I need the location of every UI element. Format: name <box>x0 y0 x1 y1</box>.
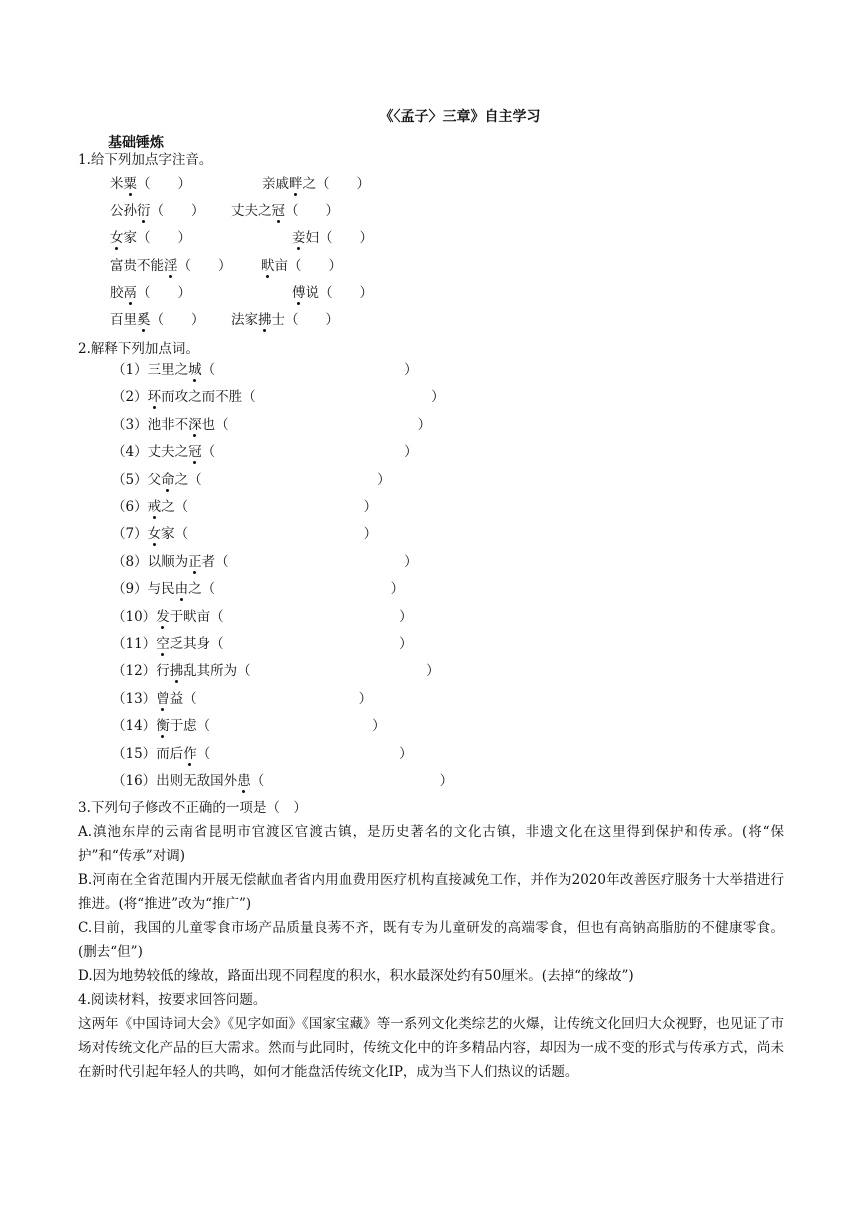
q3-option-d: D.因为地势较低的缘故，路面出现不同程度的积水，积水最深处约有50厘米。(去掉“的缘故”) <box>78 968 634 984</box>
q2-item <box>112 607 413 627</box>
q2-item-dotted-word: 曾 <box>156 691 170 707</box>
q2-item-number: （5） <box>112 472 148 488</box>
q2-item <box>112 470 391 490</box>
q2-item-dotted-word: 衡 <box>156 718 170 734</box>
q2-item-dotted-word: 深 <box>188 417 202 433</box>
q2-item-number: （8） <box>112 554 148 570</box>
q2-item-dotted-word: 正 <box>188 554 202 570</box>
page-title: 《〈孟子〉三章》自主学习 <box>379 109 541 125</box>
q2-item <box>112 552 418 572</box>
q2-item-number: （12） <box>112 663 157 679</box>
q2-item-answer-blank: （ ） <box>201 444 418 460</box>
q2-item-text: 与民 <box>147 581 175 597</box>
section-heading: 基础锤炼 <box>108 135 164 151</box>
q1-item: 胶鬲（ ） <box>110 285 191 301</box>
q2-item-dotted-word: 由 <box>174 581 189 597</box>
q2-item-number: （2） <box>112 389 148 405</box>
q2-item-dotted-word: 空 <box>156 636 170 652</box>
q1-item: 米粟（ ） <box>110 176 191 192</box>
q2-item <box>112 524 377 544</box>
q2-item <box>112 634 413 654</box>
q2-item-number: （3） <box>112 417 148 433</box>
q2-item-dotted-word: 作 <box>183 746 197 762</box>
q2-item-number: （14） <box>112 718 157 734</box>
q2-item-number: （1） <box>112 362 148 378</box>
q1-item: 女家（ ） <box>110 230 191 246</box>
q3-stem: 3.下列句子修改不正确的一项是（ ） <box>78 800 307 816</box>
q2-item <box>112 771 453 791</box>
q1-item: 法家拂士（ ） <box>231 312 339 328</box>
q2-item-dotted-word: 环 <box>147 389 162 405</box>
q4-stem: 4.阅读材料，按要求回答问题。 <box>78 992 267 1008</box>
q2-item-answer-blank: 家（ ） <box>161 526 378 542</box>
q2-item-answer-blank: 于畎亩（ ） <box>169 609 413 625</box>
q2-item-dotted-word: 城 <box>188 362 202 378</box>
q2-item-answer-blank: （ ） <box>201 362 418 378</box>
q2-item-number: （4） <box>112 444 148 460</box>
q2-item-answer-blank: 也（ ） <box>201 417 432 433</box>
q2-item-text: 丈夫之 <box>147 444 189 460</box>
q2-item-number: （7） <box>112 526 148 542</box>
q2-item-answer-blank: 乏其身（ ） <box>169 636 413 652</box>
q2-item-answer-blank: 之（ ） <box>188 581 405 597</box>
q2-item-answer-blank: 之（ ） <box>161 499 378 515</box>
q2-item-dotted-word: 拂 <box>169 663 184 679</box>
q1-item: 傅说（ ） <box>292 285 373 301</box>
q2-item-text: 而后 <box>156 746 184 762</box>
q2-item-answer-blank: 而攻之而不胜（ ） <box>161 389 445 405</box>
q1-item: 妾妇（ ） <box>292 230 373 246</box>
q2-item-answer-blank: 于虑（ ） <box>169 718 386 734</box>
q1-item: 公孙衍（ ） <box>110 203 205 219</box>
q3-option-a: A.滇池东岸的云南省昆明市官渡区官渡古镇，是历史著名的文化古镇，非遗文化在这里得到保护和传承。(将“保护”和“传承”对调) <box>78 824 784 864</box>
q2-item <box>112 716 386 736</box>
q2-item <box>112 744 413 764</box>
q2-item-answer-blank: 乱其所为（ ） <box>183 663 440 679</box>
q2-item-dotted-word: 女 <box>147 526 162 542</box>
q2-item-dotted-word: 冠 <box>188 444 202 460</box>
q2-item-dotted-word: 命 <box>161 472 175 488</box>
q2-stem: 2.解释下列加点词。 <box>78 341 199 357</box>
q2-item-dotted-word: 患 <box>237 773 251 789</box>
q3-block <box>78 796 784 1084</box>
q2-item-number: （10） <box>112 609 157 625</box>
q1-item: 百里奚（ ） <box>110 312 205 328</box>
q2-item-number: （11） <box>112 636 157 652</box>
q2-item-dotted-word: 发 <box>156 609 170 625</box>
q1-item: 丈夫之冠（ ） <box>231 203 339 219</box>
q2-item <box>112 387 445 407</box>
q2-item-number: （9） <box>112 581 148 597</box>
q2-item-text: 行 <box>156 663 170 679</box>
q1-item: 亲戚畔之（ ） <box>262 176 370 192</box>
q2-item <box>112 661 440 681</box>
q2-item-text: 父 <box>147 472 162 488</box>
q2-item-number: （15） <box>112 746 157 762</box>
q1-item: 富贵不能淫（ ） <box>110 258 232 274</box>
q4-passage: 这两年《中国诗词大会》《见字如面》《国家宝藏》等一系列文化类综艺的火爆，让传统文化回归大众视野，也见证了市场对传统文化产品的巨大需求。然而与此同时，传统文化中的许多精品内容，却因为一成不变的形式与传承方式，尚未在新时代引起年轻人的共鸣，如何才能盘活传统文化IP，成为当下人们热议的话题。 <box>78 1016 784 1080</box>
q2-item-text: 以顺为 <box>147 554 189 570</box>
q2-item-answer-blank: 者（ ） <box>201 554 418 570</box>
q1-item: 畎亩（ ） <box>261 258 342 274</box>
q2-item-text: 池非不 <box>147 417 189 433</box>
q2-item-answer-blank: 益（ ） <box>169 691 373 707</box>
q2-item <box>112 415 431 435</box>
q2-item <box>112 497 377 517</box>
q2-item-dotted-word: 戒 <box>147 499 162 515</box>
q2-item-answer-blank: （ ） <box>250 773 454 789</box>
q2-item-number: （13） <box>112 691 157 707</box>
q1-stem: 1.给下列加点字注音。 <box>78 152 213 168</box>
q2-item <box>112 579 404 599</box>
q2-item-text: 出则无敌国外 <box>156 773 238 789</box>
q3-option-b: B.河南在全省范围内开展无偿献血者省内用血费用医疗机构直接减免工作，并作为2020年改善医疗服务十大举措进行推进。(将“推进”改为“推广”) <box>78 872 784 912</box>
q2-item <box>112 360 418 380</box>
q2-item-answer-blank: （ ） <box>196 746 413 762</box>
q2-item-number: （6） <box>112 499 148 515</box>
q2-item-answer-blank: 之（ ） <box>174 472 391 488</box>
q2-item <box>112 689 372 709</box>
q2-item <box>112 442 418 462</box>
q3-option-c: C.目前，我国的儿童零食市场产品质量良莠不齐，既有专为儿童研发的高端零食，但也有高钠高脂肪的不健康零食。(删去“但”) <box>78 920 784 960</box>
q2-item-text: 三里之 <box>147 362 189 378</box>
q2-item-number: （16） <box>112 773 157 789</box>
